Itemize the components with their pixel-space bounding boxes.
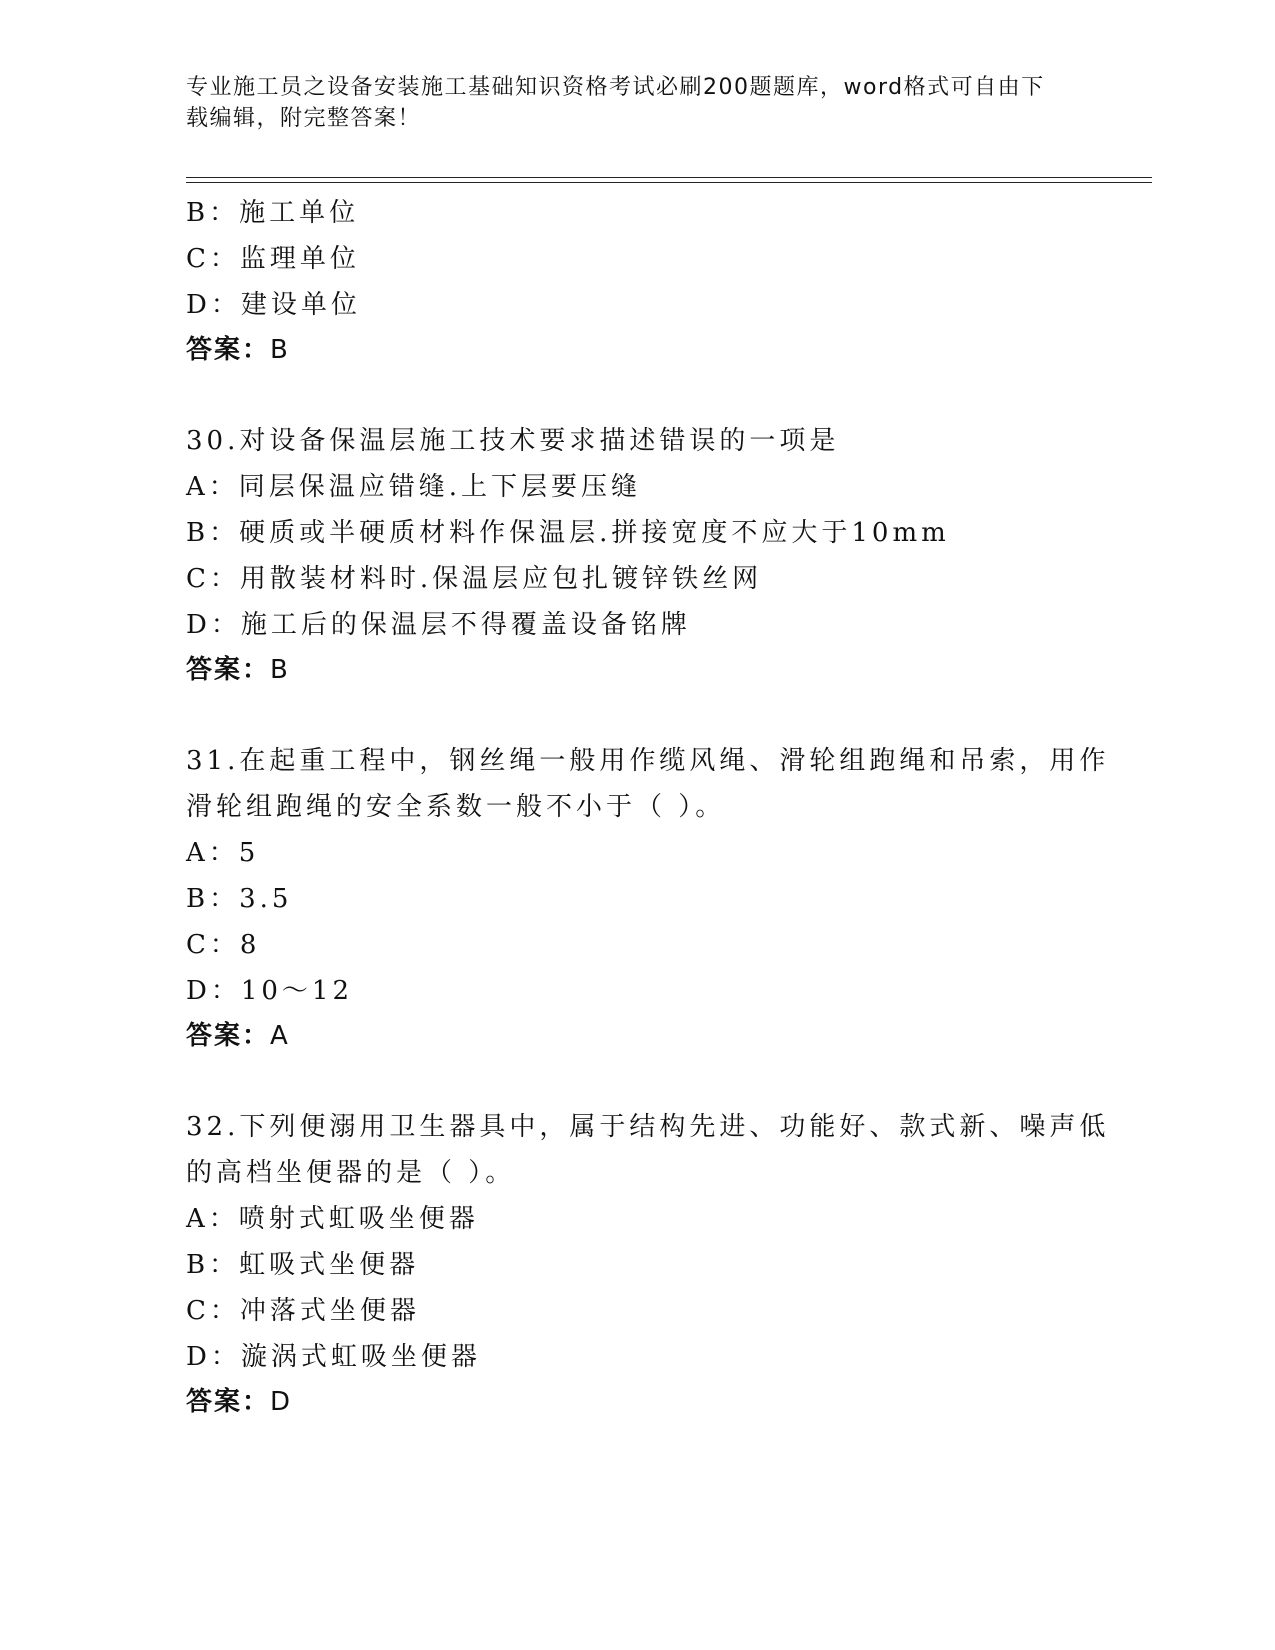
option-b: B：虹吸式坐便器	[186, 1250, 420, 1280]
answer-label: 答案：	[186, 1387, 271, 1417]
answer-value: B	[270, 335, 290, 365]
option-b: B：施工单位	[186, 198, 360, 228]
answer-label: 答案：	[186, 655, 271, 685]
question-stem: 32.下列便溺用卫生器具中，属于结构先进、功能好、款式新、噪声低的高档坐便器的是（ ）。	[186, 1112, 1110, 1188]
answer-line	[186, 1380, 1126, 1424]
option-c: C：8	[186, 930, 261, 960]
question-stem: 31.在起重工程中，钢丝绳一般用作缆风绳、滑轮组跑绳和吊索，用作滑轮组跑绳的安全系数一般不小于（ ）。	[186, 746, 1110, 822]
option-a: A：喷射式虹吸坐便器	[186, 1204, 479, 1234]
option-c: C：冲落式坐便器	[186, 1296, 420, 1326]
question-31	[186, 738, 1126, 1058]
answer-value: B	[270, 655, 290, 685]
option-d: D：施工后的保温层不得覆盖设备铭牌	[186, 610, 691, 640]
question-32	[186, 1104, 1126, 1424]
answer-line	[186, 1014, 1126, 1058]
option-a: A：同层保温应错缝.上下层要压缝	[186, 472, 642, 502]
option-a: A：5	[186, 838, 260, 868]
header-divider-top	[186, 177, 1152, 178]
question-stem: 30.对设备保温层施工技术要求描述错误的一项是	[186, 426, 840, 456]
answer-line	[186, 328, 1126, 372]
answer-label: 答案：	[186, 1021, 271, 1051]
option-c: C：监理单位	[186, 244, 360, 274]
option-b: B：硬质或半硬质材料作保温层.拼接宽度不应大于10mm	[186, 518, 950, 548]
header-divider-bottom	[186, 182, 1152, 183]
option-b: B：3.5	[186, 884, 293, 914]
answer-label: 答案：	[186, 335, 271, 365]
answer-line	[186, 648, 1126, 692]
option-d: D：漩涡式虹吸坐便器	[186, 1342, 481, 1372]
option-d: D：10～12	[186, 976, 354, 1006]
option-c: C：用散装材料时.保温层应包扎镀锌铁丝网	[186, 564, 763, 594]
answer-value: D	[270, 1387, 293, 1417]
question-30	[186, 418, 1126, 692]
answer-value: A	[270, 1021, 290, 1051]
page-header-title: 专业施工员之设备安装施工基础知识资格考试必刷200题题库，word格式可自由下载编辑，附完整答案！	[186, 75, 1045, 131]
document-body	[186, 190, 1126, 1424]
option-d: D：建设单位	[186, 290, 361, 320]
previous-question-tail	[186, 190, 1126, 372]
